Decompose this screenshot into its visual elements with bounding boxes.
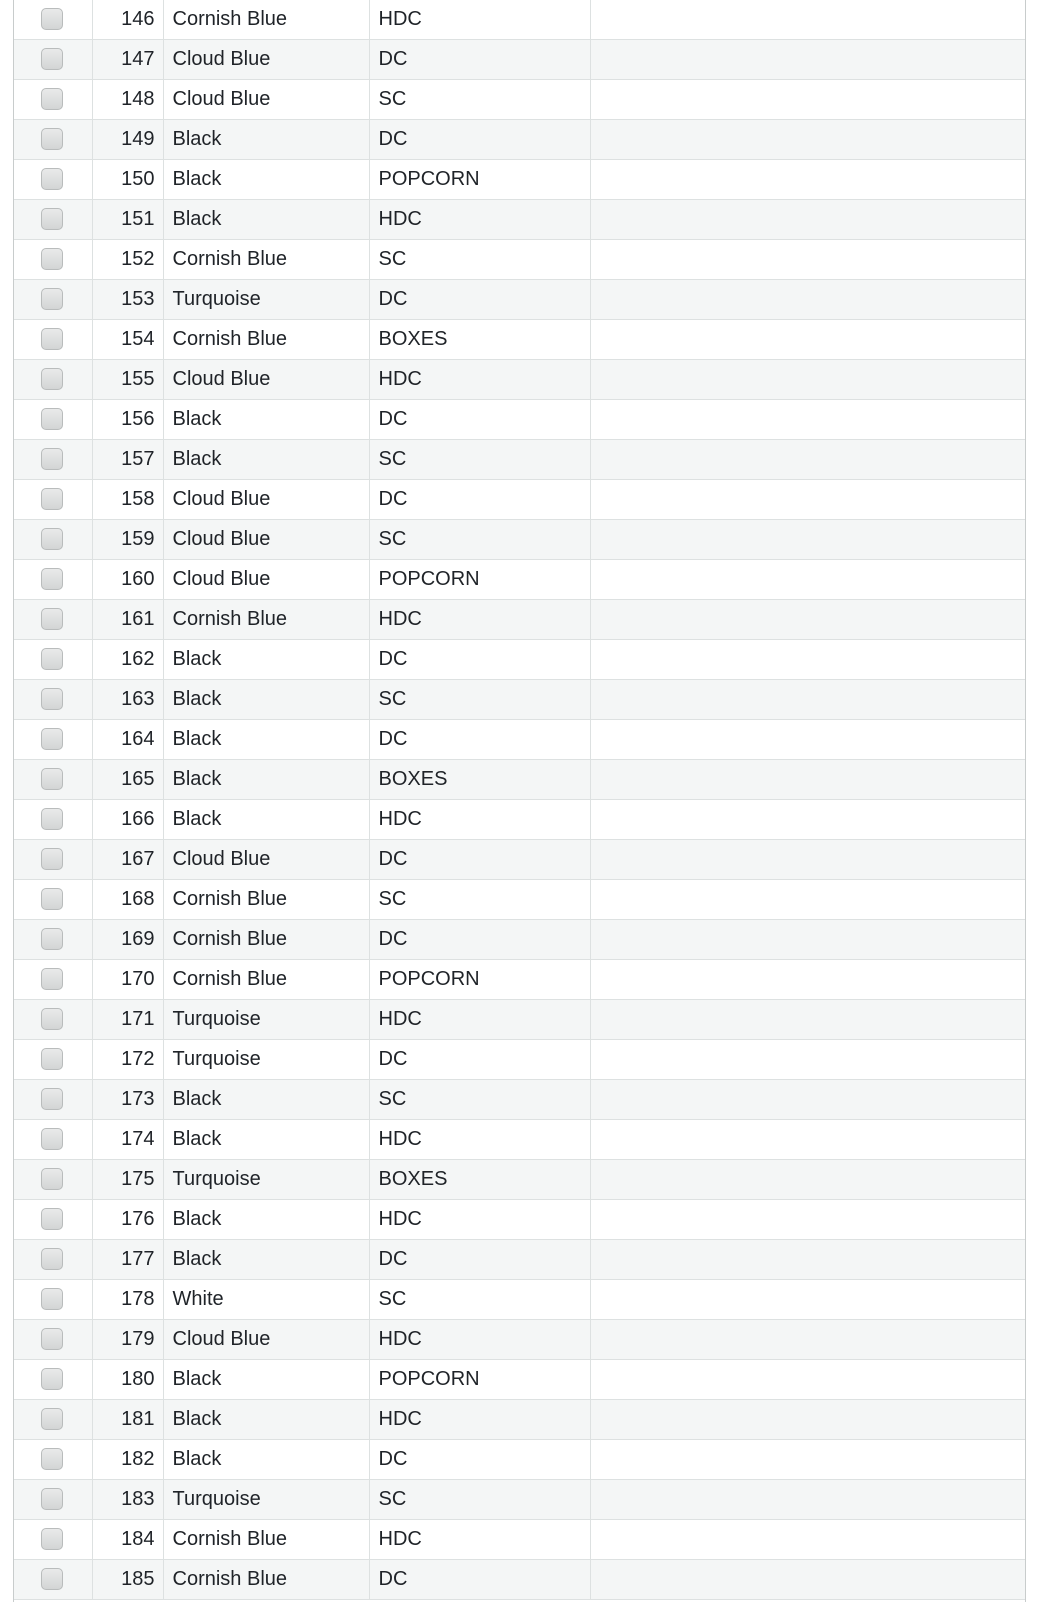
empty-cell[interactable] <box>590 959 1025 999</box>
row-checkbox[interactable] <box>41 968 63 990</box>
stitch-type: SC <box>369 1279 590 1319</box>
yarn-color: Cloud Blue <box>163 479 369 519</box>
checkbox-cell[interactable] <box>14 1519 92 1559</box>
empty-cell[interactable] <box>590 999 1025 1039</box>
stitch-type: DC <box>369 39 590 79</box>
row-checkbox[interactable] <box>41 208 63 230</box>
empty-cell[interactable] <box>590 319 1025 359</box>
row-checkbox[interactable] <box>41 888 63 910</box>
yarn-color: Black <box>163 399 369 439</box>
row-checkbox[interactable] <box>41 1568 63 1590</box>
empty-cell[interactable] <box>590 1039 1025 1079</box>
stitch-type: POPCORN <box>369 559 590 599</box>
row-number: 163 <box>92 679 163 719</box>
yarn-color: Turquoise <box>163 1159 369 1199</box>
checkbox-cell[interactable] <box>14 1039 92 1079</box>
table-row <box>14 1399 1025 1439</box>
checkbox-cell[interactable] <box>14 319 92 359</box>
stitch-type: SC <box>369 439 590 479</box>
checkbox-cell[interactable] <box>14 519 92 559</box>
checklist-table <box>14 0 1025 1600</box>
row-number: 172 <box>92 1039 163 1079</box>
table-body <box>14 0 1025 1599</box>
checkbox-cell[interactable] <box>14 159 92 199</box>
stitch-type: HDC <box>369 0 590 39</box>
row-number: 161 <box>92 599 163 639</box>
table-row <box>14 1199 1025 1239</box>
empty-cell[interactable] <box>590 0 1025 39</box>
checkbox-cell[interactable] <box>14 279 92 319</box>
yarn-color: Black <box>163 639 369 679</box>
row-checkbox[interactable] <box>41 848 63 870</box>
checkbox-cell[interactable] <box>14 359 92 399</box>
stitch-type: SC <box>369 879 590 919</box>
table-row <box>14 919 1025 959</box>
yarn-color: Cornish Blue <box>163 319 369 359</box>
row-checkbox[interactable] <box>41 928 63 950</box>
yarn-color: Black <box>163 1119 369 1159</box>
stitch-type: DC <box>369 479 590 519</box>
empty-cell[interactable] <box>590 79 1025 119</box>
empty-cell[interactable] <box>590 399 1025 439</box>
yarn-color: Black <box>163 799 369 839</box>
row-number: 153 <box>92 279 163 319</box>
row-number: 152 <box>92 239 163 279</box>
row-checkbox[interactable] <box>41 8 63 30</box>
checkbox-cell[interactable] <box>14 1199 92 1239</box>
row-number: 150 <box>92 159 163 199</box>
checkbox-cell[interactable] <box>14 959 92 999</box>
row-checkbox[interactable] <box>41 608 63 630</box>
empty-cell[interactable] <box>590 1239 1025 1279</box>
yarn-color: Black <box>163 759 369 799</box>
row-checkbox[interactable] <box>41 128 63 150</box>
checkbox-cell[interactable] <box>14 239 92 279</box>
stitch-type: BOXES <box>369 1159 590 1199</box>
yarn-color: Turquoise <box>163 999 369 1039</box>
table-row <box>14 1519 1025 1559</box>
empty-cell[interactable] <box>590 1199 1025 1239</box>
row-number: 146 <box>92 0 163 39</box>
empty-cell[interactable] <box>590 759 1025 799</box>
row-number: 176 <box>92 1199 163 1239</box>
row-number: 180 <box>92 1359 163 1399</box>
row-number: 169 <box>92 919 163 959</box>
checkbox-cell[interactable] <box>14 1319 92 1359</box>
empty-cell[interactable] <box>590 1439 1025 1479</box>
checkbox-cell[interactable] <box>14 919 92 959</box>
empty-cell[interactable] <box>590 39 1025 79</box>
row-number: 168 <box>92 879 163 919</box>
row-checkbox[interactable] <box>41 248 63 270</box>
checkbox-cell[interactable] <box>14 1359 92 1399</box>
yarn-color: Cornish Blue <box>163 879 369 919</box>
checkbox-cell[interactable] <box>14 1479 92 1519</box>
stitch-type: HDC <box>369 999 590 1039</box>
yarn-color: Cornish Blue <box>163 599 369 639</box>
yarn-color: Black <box>163 199 369 239</box>
row-number: 149 <box>92 119 163 159</box>
stitch-type: DC <box>369 399 590 439</box>
row-checkbox[interactable] <box>41 1488 63 1510</box>
stitch-type: SC <box>369 79 590 119</box>
table-row <box>14 1159 1025 1199</box>
row-checkbox[interactable] <box>41 168 63 190</box>
checkbox-cell[interactable] <box>14 839 92 879</box>
empty-cell[interactable] <box>590 1399 1025 1439</box>
checkbox-cell[interactable] <box>14 119 92 159</box>
empty-cell[interactable] <box>590 479 1025 519</box>
table-row <box>14 1479 1025 1519</box>
table-row <box>14 519 1025 559</box>
row-number: 162 <box>92 639 163 679</box>
empty-cell[interactable] <box>590 519 1025 559</box>
row-checkbox[interactable] <box>41 88 63 110</box>
table-row <box>14 1239 1025 1279</box>
row-number: 173 <box>92 1079 163 1119</box>
row-number: 151 <box>92 199 163 239</box>
yarn-color: Cloud Blue <box>163 39 369 79</box>
row-checkbox[interactable] <box>41 808 63 830</box>
table-row <box>14 119 1025 159</box>
yarn-color: Cornish Blue <box>163 1559 369 1599</box>
checkbox-cell[interactable] <box>14 1279 92 1319</box>
checkbox-cell[interactable] <box>14 719 92 759</box>
yarn-color: Black <box>163 159 369 199</box>
stitch-type: DC <box>369 279 590 319</box>
row-number: 158 <box>92 479 163 519</box>
stitch-type: DC <box>369 119 590 159</box>
empty-cell[interactable] <box>590 679 1025 719</box>
yarn-color: Cloud Blue <box>163 839 369 879</box>
empty-cell[interactable] <box>590 919 1025 959</box>
stitch-type: SC <box>369 1079 590 1119</box>
yarn-color: Turquoise <box>163 1039 369 1079</box>
stitch-type: DC <box>369 639 590 679</box>
row-number: 174 <box>92 1119 163 1159</box>
row-checkbox[interactable] <box>41 1088 63 1110</box>
checkbox-cell[interactable] <box>14 799 92 839</box>
stitch-type: POPCORN <box>369 1359 590 1399</box>
stitch-type: DC <box>369 919 590 959</box>
empty-cell[interactable] <box>590 1319 1025 1359</box>
row-number: 155 <box>92 359 163 399</box>
checkbox-cell[interactable] <box>14 999 92 1039</box>
checkbox-cell[interactable] <box>14 39 92 79</box>
empty-cell[interactable] <box>590 1479 1025 1519</box>
yarn-color: Black <box>163 1359 369 1399</box>
stitch-type: POPCORN <box>369 159 590 199</box>
table-row <box>14 599 1025 639</box>
row-checkbox[interactable] <box>41 328 63 350</box>
row-number: 154 <box>92 319 163 359</box>
stitch-type: POPCORN <box>369 959 590 999</box>
table-row <box>14 1439 1025 1479</box>
empty-cell[interactable] <box>590 879 1025 919</box>
row-checkbox[interactable] <box>41 488 63 510</box>
empty-cell[interactable] <box>590 839 1025 879</box>
empty-cell[interactable] <box>590 639 1025 679</box>
table-row <box>14 199 1025 239</box>
row-checkbox[interactable] <box>41 1128 63 1150</box>
stitch-type: DC <box>369 1559 590 1599</box>
row-checkbox[interactable] <box>41 288 63 310</box>
yarn-color: Cloud Blue <box>163 359 369 399</box>
yarn-color: Black <box>163 439 369 479</box>
empty-cell[interactable] <box>590 239 1025 279</box>
row-number: 181 <box>92 1399 163 1439</box>
row-number: 184 <box>92 1519 163 1559</box>
yarn-color: White <box>163 1279 369 1319</box>
row-checkbox[interactable] <box>41 1208 63 1230</box>
row-checkbox[interactable] <box>41 48 63 70</box>
row-number: 165 <box>92 759 163 799</box>
row-checkbox[interactable] <box>41 408 63 430</box>
row-number: 170 <box>92 959 163 999</box>
table-row <box>14 759 1025 799</box>
row-number: 164 <box>92 719 163 759</box>
stitch-type: HDC <box>369 1399 590 1439</box>
table-row <box>14 839 1025 879</box>
yarn-color: Cornish Blue <box>163 959 369 999</box>
row-checkbox[interactable] <box>41 1008 63 1030</box>
checkbox-cell[interactable] <box>14 639 92 679</box>
row-checkbox[interactable] <box>41 728 63 750</box>
table-row <box>14 439 1025 479</box>
row-checkbox[interactable] <box>41 648 63 670</box>
row-checkbox[interactable] <box>41 1328 63 1350</box>
empty-cell[interactable] <box>590 279 1025 319</box>
table-row <box>14 999 1025 1039</box>
row-number: 183 <box>92 1479 163 1519</box>
yarn-color: Black <box>163 1199 369 1239</box>
stitch-type: DC <box>369 1039 590 1079</box>
row-number: 160 <box>92 559 163 599</box>
yarn-color: Cloud Blue <box>163 1319 369 1359</box>
empty-cell[interactable] <box>590 1079 1025 1119</box>
row-checkbox[interactable] <box>41 1248 63 1270</box>
empty-cell[interactable] <box>590 1279 1025 1319</box>
table-row <box>14 279 1025 319</box>
checkbox-cell[interactable] <box>14 759 92 799</box>
row-number: 171 <box>92 999 163 1039</box>
row-number: 185 <box>92 1559 163 1599</box>
table-row <box>14 719 1025 759</box>
row-number: 157 <box>92 439 163 479</box>
stitch-type: HDC <box>369 1119 590 1159</box>
table-row <box>14 1319 1025 1359</box>
empty-cell[interactable] <box>590 1159 1025 1199</box>
checkbox-cell[interactable] <box>14 79 92 119</box>
row-number: 182 <box>92 1439 163 1479</box>
yarn-color: Cloud Blue <box>163 79 369 119</box>
row-checkbox[interactable] <box>41 768 63 790</box>
checkbox-cell[interactable] <box>14 559 92 599</box>
row-checkbox[interactable] <box>41 1048 63 1070</box>
empty-cell[interactable] <box>590 1559 1025 1599</box>
table-row <box>14 1279 1025 1319</box>
stitch-type: SC <box>369 239 590 279</box>
row-checkbox[interactable] <box>41 368 63 390</box>
yarn-color: Cloud Blue <box>163 559 369 599</box>
row-checkbox[interactable] <box>41 528 63 550</box>
empty-cell[interactable] <box>590 599 1025 639</box>
row-number: 175 <box>92 1159 163 1199</box>
checkbox-cell[interactable] <box>14 1439 92 1479</box>
yarn-color: Black <box>163 119 369 159</box>
checkbox-cell[interactable] <box>14 479 92 519</box>
table-row <box>14 679 1025 719</box>
checkbox-cell[interactable] <box>14 399 92 439</box>
yarn-color: Black <box>163 679 369 719</box>
checkbox-cell[interactable] <box>14 439 92 479</box>
row-number: 177 <box>92 1239 163 1279</box>
stitch-type: HDC <box>369 599 590 639</box>
yarn-color: Turquoise <box>163 1479 369 1519</box>
yarn-color: Turquoise <box>163 279 369 319</box>
checkbox-cell[interactable] <box>14 1159 92 1199</box>
table-row <box>14 1359 1025 1399</box>
table-row <box>14 1079 1025 1119</box>
stitch-type: SC <box>369 679 590 719</box>
stitch-type: BOXES <box>369 759 590 799</box>
checkbox-cell[interactable] <box>14 679 92 719</box>
yarn-color: Black <box>163 1079 369 1119</box>
table-row <box>14 799 1025 839</box>
yarn-color: Cornish Blue <box>163 1519 369 1559</box>
stitch-type: SC <box>369 1479 590 1519</box>
checkbox-cell[interactable] <box>14 1399 92 1439</box>
row-checkbox[interactable] <box>41 1168 63 1190</box>
table-row <box>14 479 1025 519</box>
row-number: 148 <box>92 79 163 119</box>
table-row <box>14 319 1025 359</box>
table-row <box>14 39 1025 79</box>
checkbox-cell[interactable] <box>14 1119 92 1159</box>
stitch-type: HDC <box>369 199 590 239</box>
stitch-type: DC <box>369 1439 590 1479</box>
row-number: 167 <box>92 839 163 879</box>
row-number: 147 <box>92 39 163 79</box>
yarn-color: Black <box>163 719 369 759</box>
stitch-type: BOXES <box>369 319 590 359</box>
table-row <box>14 0 1025 39</box>
empty-cell[interactable] <box>590 199 1025 239</box>
empty-cell[interactable] <box>590 119 1025 159</box>
table-row <box>14 359 1025 399</box>
table-row <box>14 879 1025 919</box>
stitch-type: DC <box>369 1239 590 1279</box>
stitch-type: HDC <box>369 1519 590 1559</box>
row-checkbox[interactable] <box>41 1448 63 1470</box>
stitch-type: DC <box>369 719 590 759</box>
checkbox-cell[interactable] <box>14 879 92 919</box>
empty-cell[interactable] <box>590 159 1025 199</box>
stitch-type: HDC <box>369 359 590 399</box>
checkbox-cell[interactable] <box>14 199 92 239</box>
empty-cell[interactable] <box>590 1359 1025 1399</box>
stitch-type: SC <box>369 519 590 559</box>
row-number: 179 <box>92 1319 163 1359</box>
row-number: 159 <box>92 519 163 559</box>
table-row <box>14 959 1025 999</box>
yarn-color: Cloud Blue <box>163 519 369 559</box>
row-checkbox[interactable] <box>41 1528 63 1550</box>
empty-cell[interactable] <box>590 559 1025 599</box>
table-row <box>14 1559 1025 1599</box>
yarn-color: Cornish Blue <box>163 0 369 39</box>
row-checkbox[interactable] <box>41 688 63 710</box>
row-number: 178 <box>92 1279 163 1319</box>
row-checkbox[interactable] <box>41 448 63 470</box>
stitch-type: HDC <box>369 799 590 839</box>
empty-cell[interactable] <box>590 1519 1025 1559</box>
empty-cell[interactable] <box>590 359 1025 399</box>
row-checkbox[interactable] <box>41 1408 63 1430</box>
row-checkbox[interactable] <box>41 1368 63 1390</box>
yarn-color: Black <box>163 1439 369 1479</box>
checkbox-cell[interactable] <box>14 0 92 39</box>
row-number: 156 <box>92 399 163 439</box>
yarn-color: Black <box>163 1239 369 1279</box>
yarn-color: Cornish Blue <box>163 239 369 279</box>
table-row <box>14 559 1025 599</box>
table-row <box>14 1039 1025 1079</box>
checkbox-cell[interactable] <box>14 1239 92 1279</box>
stitch-type: HDC <box>369 1319 590 1359</box>
checkbox-cell[interactable] <box>14 1079 92 1119</box>
yarn-color: Black <box>163 1399 369 1439</box>
yarn-color: Cornish Blue <box>163 919 369 959</box>
row-checkbox[interactable] <box>41 1288 63 1310</box>
stitch-type: HDC <box>369 1199 590 1239</box>
checklist-table-container <box>13 0 1026 1602</box>
empty-cell[interactable] <box>590 719 1025 759</box>
table-row <box>14 159 1025 199</box>
row-number: 166 <box>92 799 163 839</box>
table-row <box>14 639 1025 679</box>
empty-cell[interactable] <box>590 799 1025 839</box>
table-row <box>14 79 1025 119</box>
checkbox-cell[interactable] <box>14 599 92 639</box>
empty-cell[interactable] <box>590 439 1025 479</box>
checkbox-cell[interactable] <box>14 1559 92 1599</box>
table-row <box>14 399 1025 439</box>
empty-cell[interactable] <box>590 1119 1025 1159</box>
row-checkbox[interactable] <box>41 568 63 590</box>
stitch-type: DC <box>369 839 590 879</box>
table-row <box>14 239 1025 279</box>
table-row <box>14 1119 1025 1159</box>
